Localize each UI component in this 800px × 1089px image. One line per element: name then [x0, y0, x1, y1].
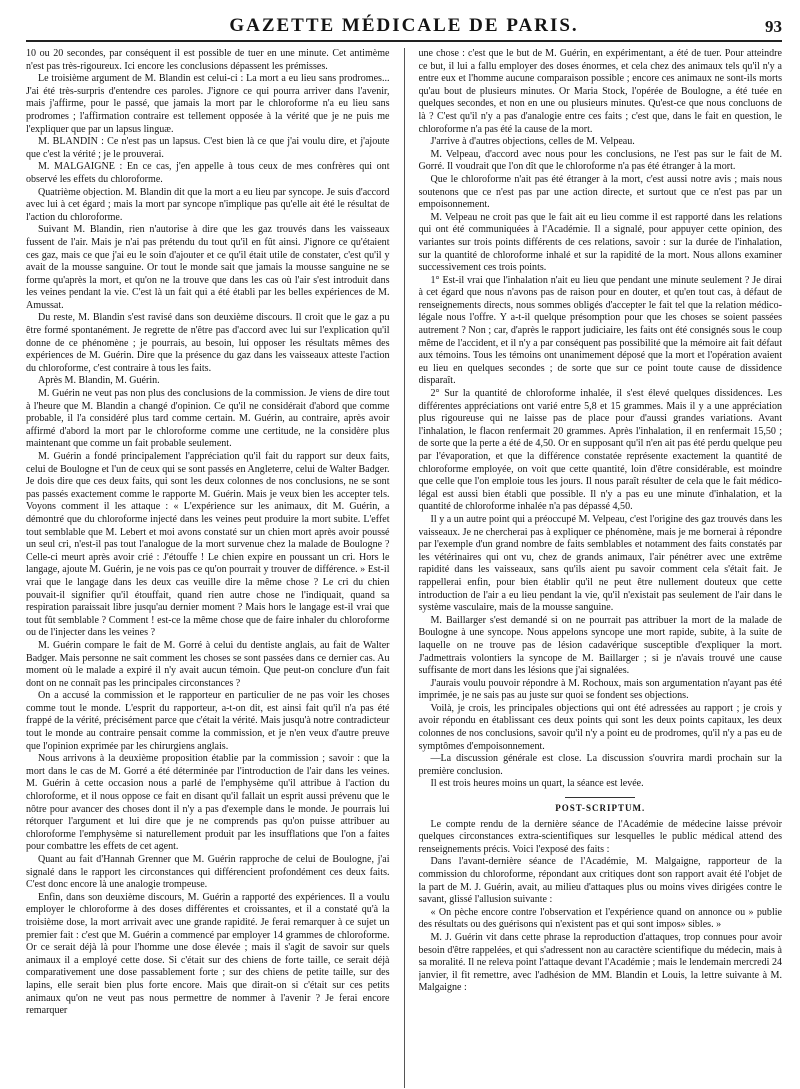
- paragraph: Le troisième argument de M. Blandin est celui-ci : La mort a eu lieu sans prodromes... J'ai été très-surpris d'entendre ces paroles. J'ignore ce qui pourra arriver dans l'avenir, mais j'affirme, pour le passé, que jamais la mort par le chloroforme n'a eu lieu sans prodromes ; l'affirmation contraire est tellement opposée à la vérité que je ne puis me l'expliquer que par un lapsus linguæ.: [26, 73, 390, 135]
- paragraph: On a accusé la commission et le rapporteur en particulier de ne pas voir les choses comme tout le monde. L'esprit du rapporteur, a-t-on dit, est ainsi fait qu'il n'a pas été frappé de la vérité, précisément parce que c'était la vérité. Mais jusqu'à notre contradicteur tout le monde au contraire pensait comme la commission, et je n'en veux d'autre preuve que l'opinion exprimée par les chirurgiens anglais.: [26, 690, 390, 752]
- postscript-body: [419, 819, 783, 995]
- paragraph: Quant au fait d'Hannah Grenner que M. Guérin rapproche de celui de Boulogne, j'ai signalé dans le rapport les circonstances qui différencient profondément ces deux faits. C'est donc encore là une analogie trompeuse.: [26, 854, 390, 891]
- paragraph: Il est trois heures moins un quart, la séance est levée.: [430, 778, 644, 790]
- left-column: [26, 48, 390, 1088]
- paragraph: Il y a un autre point qui a préoccupé M. Velpeau, c'est l'origine des gaz trouvés dans les vaisseaux. Je ne chercherai pas à expliquer ce phénomène, mais je me bornerai à répondre par l'exemple d'un grand nombre de faits semblables et notamment des faits constatés par les vétérinaires qui ont vu, chez de grands animaux, l'air pénétrer avec une extrême rapidité dans les vaisseaux, sans qu'ils aient pu savoir comment cela s'était fait. Je rappellerai enfin, pour bien établir qu'il ne peut être nullement douteux que cette introduction de l'air a eu lieu pendant la vie, qu'il n'existait pas seulement de l'air dans le système vasculaire, mais de la mousse sanguine.: [418, 513, 782, 614]
- paragraph: Que le chloroforme n'ait pas été étranger à la mort, c'est aussi notre avis ; mais nous soutenons que ce n'est pas par une action directe, et surtout que ce n'est pas par un empoisonnement.: [418, 173, 782, 211]
- section-rule: [565, 797, 635, 798]
- paragraph: M. Guérin a fondé principalement l'appréciation qu'il fait du rapport sur deux faits, celui de Boulogne et l'un de ceux qui se sont passés en Angleterre, celui de Walter Badger. Je dois dire que ces deux faits, qui sont les deux colonnes de nos conclusions, ne se sont pas passés exactement comme le rapporte M. Guérin. Mais je veux bien les accepter tels. Voyons comment il les attaque : « L'expérience sur les animaux, dit M. Guérin, a démontré que du chloroforme injecté dans les veines peut produire la mort subite. L'effet tout semblable que M. Lebert et moi avons constaté sur un chien mort après avoir poussé un seul cri, n'est-il pas tout l'analogue de la mort survenue chez la malade de Boulogne ? Celle-ci meurt après avoir crié : J'étouffe ! Le chien expire en poussant un cri. Hors le langage, ajoute M. Guérin, je ne vois pas ce qu'on pourrait y trouver de différence. » Est-il vrai que le langage dans les deux cas veuille dire la même chose ? Le cri du chien pouvait-il signifier qu'il étouffait, quand rien autre chose ne l'indiquait, quand sa respiration paraissait libre jusqu'au dernier moment ? Mais hors le langage est-il vrai que tout fût semblable ? Comment ! est-ce la même chose que de faire inhaler du chloroforme ou de l'injecter dans les veines ?: [26, 451, 390, 639]
- paragraph: Après M. Blandin, M. Guérin.: [38, 375, 160, 387]
- paragraph: M. MALGAIGNE : En ce cas, j'en appelle à tous ceux de mes confrères qui ont observé les effets du chloroforme.: [26, 161, 390, 185]
- paragraph: Quatrième objection. M. Blandin dit que la mort a eu lieu par syncope. Je suis d'accord avec lui à cet égard ; mais la mort par syncope n'implique pas qu'elle ait été le résultat de l'action du chloroforme.: [26, 186, 390, 223]
- paragraph: M. Velpeau ne croit pas que le fait ait eu lieu comme il est rapporté dans les relations qui ont été communiquées à l'Académie. Il a signalé, pour appuyer cette opinion, des variantes sur trois points différents de ces relations, savoir : sur la durée de l'inhalation, sur la quantité de chloroforme inhalé et sur la rapidité de la mort. Nous allons examiner successivement ces trois points.: [418, 211, 782, 274]
- paragraph: M. BLANDIN : Ce n'est pas un lapsus. C'est bien là ce que j'ai voulu dire, et j'ajoute que c'est la vérité ; je le prouverai.: [26, 136, 390, 160]
- postscript-paragraph: « On pèche encore contre l'observation et l'expérience quand on annonce ou » publie des résultats ou des guérisons qui n'existent pas et qui sont impos» sibles. »: [418, 906, 782, 931]
- paragraph: M. Guérin ne veut pas non plus des conclusions de la commission. Je viens de dire tout à l'heure que M. Blandin a changé d'opinion. Ce qu'il ne considérait d'abord que comme probable, il l'a considéré plus tard comme certain. M. Guérin, au contraire, après avoir affirmé d'abord la mort par le chloroforme comme une certitude, ne la considère plus maintenant que comme un fait probable seulement.: [26, 388, 390, 450]
- paragraph: Du reste, M. Blandin s'est ravisé dans son deuxième discours. Il croit que le gaz a pu être formé spontanément. Je regrette de n'être pas d'accord avec lui sur l'explication qu'il donne de ce phénomène ; je pourrais, au besoin, lui opposer les résultats mêmes des expériences de M. Guérin. Dire que la présence du gaz dans les vaisseaux atteste l'action du chloroforme, c'est contraire à tous les faits.: [26, 312, 390, 374]
- right-column: [419, 48, 783, 1088]
- paragraph: Nous arrivons à la deuxième proposition établie par la commission ; savoir : que la mort dans le cas de M. Gorré a été déterminée par l'introduction de l'air dans les veines. M. Guérin à cette occasion nous a parlé de l'emphysème qu'il attribue à l'action du chloroforme, et il nous oppose ce fait en disant qu'il fallait un esprit aussi prévenu que le nôtre pour avancer des choses dont il n'y a pas d'exemple dans le monde. Je pourrais lui rétorquer l'argument et lui dire que je ne comprends pas qu'on puisse attribuer au chloroforme l'emphysème si naturellement produit par les insufflations que l'on a faites pour combattre les effets de cet agent.: [26, 753, 390, 853]
- journal-title: GAZETTE MÉDICALE DE PARIS.: [229, 15, 579, 36]
- paragraph: J'aurais voulu pouvoir répondre à M. Rochoux, mais son argumentation n'ayant pas été imprimée, je ne sais pas au juste sur quoi se fondent ses objections.: [418, 677, 782, 702]
- paragraph: J'arrive à d'autres objections, celles de M. Velpeau.: [430, 136, 635, 148]
- postscript-paragraph: Dans l'avant-dernière séance de l'Académie, M. Malgaigne, rapporteur de la commission du chloroforme, répondant aux critiques dont son rapport avait été l'objet de la part de M. J. Guérin, avait, au milieu d'attaques plus ou moins vives dirigées contre le savant, glissé l'allusion suivante :: [418, 856, 782, 906]
- paragraph: Voilà, je crois, les principales objections qui ont été adressées au rapport ; je crois y avoir répondu en établissant ces deux points qui sont les deux points capitaux, les deux colonnes de nos conclusions, savoir qu'il n'y a point eu de prodromes, qu'il n'y a pas eu de symptômes d'empoisonnement.: [418, 702, 782, 752]
- postscript-paragraph: M. J. Guérin vit dans cette phrase la reproduction d'attaques, trop connues pour avoir besoin d'être rappelées, et qui s'adressent non au caractère scientifique du médecin, mais à sa moralité. Il ne releva point l'attaque devant l'Académie ; mais le lendemain mercredi 24 janvier, il fit remettre, avec l'adhésion de MM. Blandin et Louis, la lettre suivante à M. Malgaigne :: [418, 931, 782, 994]
- page-header: [26, 10, 782, 42]
- paragraph: 10 ou 20 secondes, par conséquent il est possible de tuer en une minute. Cet antimème n'est pas très-rigoureux. Ici encore les conclusions dépassent les prémisses.: [26, 48, 390, 72]
- text-columns: [26, 48, 782, 1088]
- page-number: 93: [765, 17, 782, 36]
- paragraph: M. Baillarger s'est demandé si on ne pourrait pas attribuer la mort de la malade de Boulogne à une syncope. Nous appelons syncope une mort rapide, subite, à la suite de laquelle on ne trouve pas de lésion cadavérique susceptible d'expliquer la mort. J'admettrais volontiers la syncope de M. Baillarger ; si je n'avais trouvé une cause suffisante de mort dans les lésions que j'ai signalées.: [418, 614, 782, 677]
- right-column-body: [419, 48, 783, 791]
- postscript-title: POST-SCRIPTUM.: [555, 803, 646, 814]
- paragraph: —La discussion générale est close. La discussion s'ouvrira mardi prochain sur la première conclusion.: [418, 753, 782, 777]
- paragraph: une chose : c'est que le but de M. Guérin, en expérimentant, a été de tuer. Pour atteindre ce but, il lui a fallu employer des doses énormes, et cela chez des animaux tels qu'il n'y a entre eux et l'homme aucune comparaison possible ; encore ces animaux ne sont-ils morts qu'au bout de plusieurs minutes. Or Maria Stock, l'opérée de Boulogne, a été tuée en quelques secondes, et non en une ou plusieurs minutes. Qu'est-ce que nous concluons de là ? C'est qu'il n'y a pas d'analogie entre ces faits ; c'est que, dans le fait en question, le chloroforme n'a pas été la cause de la mort.: [418, 48, 782, 135]
- postscript-paragraph: Le compte rendu de la dernière séance de l'Académie de médecine laisse prévoir quelques circonstances extra-scientifiques sur lesquelles le public médical attend des renseignements précis. Voici l'exposé des faits :: [418, 818, 782, 855]
- paragraph: 1° Est-il vrai que l'inhalation n'ait eu lieu que pendant une minute seulement ? Je dirai à cet égard que nous n'avons pas de raison pour en douter, et qu'en tout cas, à défaut de renseignements directs, nous sommes obligés d'accepter le fait tel que la relation médico-légale nous l'offre. Y a-t-il quelque présomption pour que les choses se soient passées autrement ? Non ; car, d'après le rapport judiciaire, les faits ont été consignés sous le coup même de l'accident, et il n'y a par conséquent pas possibilité que la mémoire ait fait défaut aux témoins. Tous les témoins ont unanimement déposé que la mort et l'opération avaient eu lieu en quelques secondes ; de sorte que sur ce point toute cause de dissidence disparaît.: [418, 274, 782, 387]
- column-divider: [404, 48, 405, 1088]
- paragraph: M. Guérin compare le fait de M. Gorré à celui du dentiste anglais, au fait de Walter Badger. Mais personne ne sait comment les choses se sont passées dans ce dernier cas. Au moment où le malade a expiré il n'y avait aucun témoin. Que peut-on conclure d'un fait dont on ne connaît pas les principales circonstances ?: [26, 639, 390, 689]
- paragraph: Suivant M. Blandin, rien n'autorise à dire que les gaz trouvés dans les vaisseaux fussent de l'air. Mais je n'ai pas prétendu du tout qu'il en fût ainsi. J'ignore ce qu'étaient ces gaz, mais ce que j'ai eu le soin d'ajouter et ce qu'il était utile de constater, c'est qu'il y avait de la mousse sanguine. Or tout le monde sait que jamais la mousse sanguine ne se forme qu'après la mort, et qu'on ne la trouve que dans les cas où l'air s'est introduit dans les veines pendant la vie. C'est là un fait qui a été établi par les belles expériences de M. Amussat.: [26, 224, 390, 311]
- paragraph: 2° Sur la quantité de chloroforme inhalée, il s'est élevé quelques dissidences. Les différentes appréciations ont varié entre 5,8 et 15 grammes. Mais il y a une appréciation plus rigoureuse qui ne laisse pas de place pour d'aussi grandes variations. Avant l'inhalation, le flacon renfermait 20 grammes. Après l'inhalation, il en renfermait 15,50 ; de sorte que la perte a été de 4,50. Or en supposant qu'il n'en ait pas été perdu quelque peu par l'évaporation, et que la différence constatée représente exactement la quantité de chloroforme employée, on voit que cette quantité, loin d'être considérable, est moindre que celle que l'on emploie tous les jours. Il nous paraît résulter de cela que le fait médico-légal est aussi bien établi que possible. Il n'y a pas eu une minute d'inhalation, et la quantité de chloroforme inhalée n'a pas dépassé 4,50.: [418, 388, 782, 513]
- paragraph: M. Velpeau, d'accord avec nous pour les conclusions, ne l'est pas sur le fait de M. Gorré. Il voudrait que l'on dît que le chloroforme n'a pas été étranger à la mort.: [418, 148, 782, 173]
- paragraph: Enfin, dans son deuxième discours, M. Guérin a rapporté des expériences. Il a voulu employer le chloroforme à des doses différentes et croissantes, et il a constaté qu'à la troisième dose, la mort arrivait avec une grande rapidité. Je ferai remarquer à ce sujet un premier fait : c'est que M. Guérin a commencé par employer 14 grammes de chloroforme. Or ce serait déjà là pour l'homme une dose élevée ; mais il s'agit de savoir sur quels animaux il a employé cette dose. Si c'était sur des chiens de forte taille, ce serait déjà comparativement une dose passablement forte ; sur des chiens de petite taille, sur des lapins, elle serait bien plus forte encore. Mais que dirait-on si c'était sur ces petits animaux qu'on ne veut pas nous permettre de nommer à l'avenir ? Je ferai encore remarquer: [26, 891, 390, 1017]
